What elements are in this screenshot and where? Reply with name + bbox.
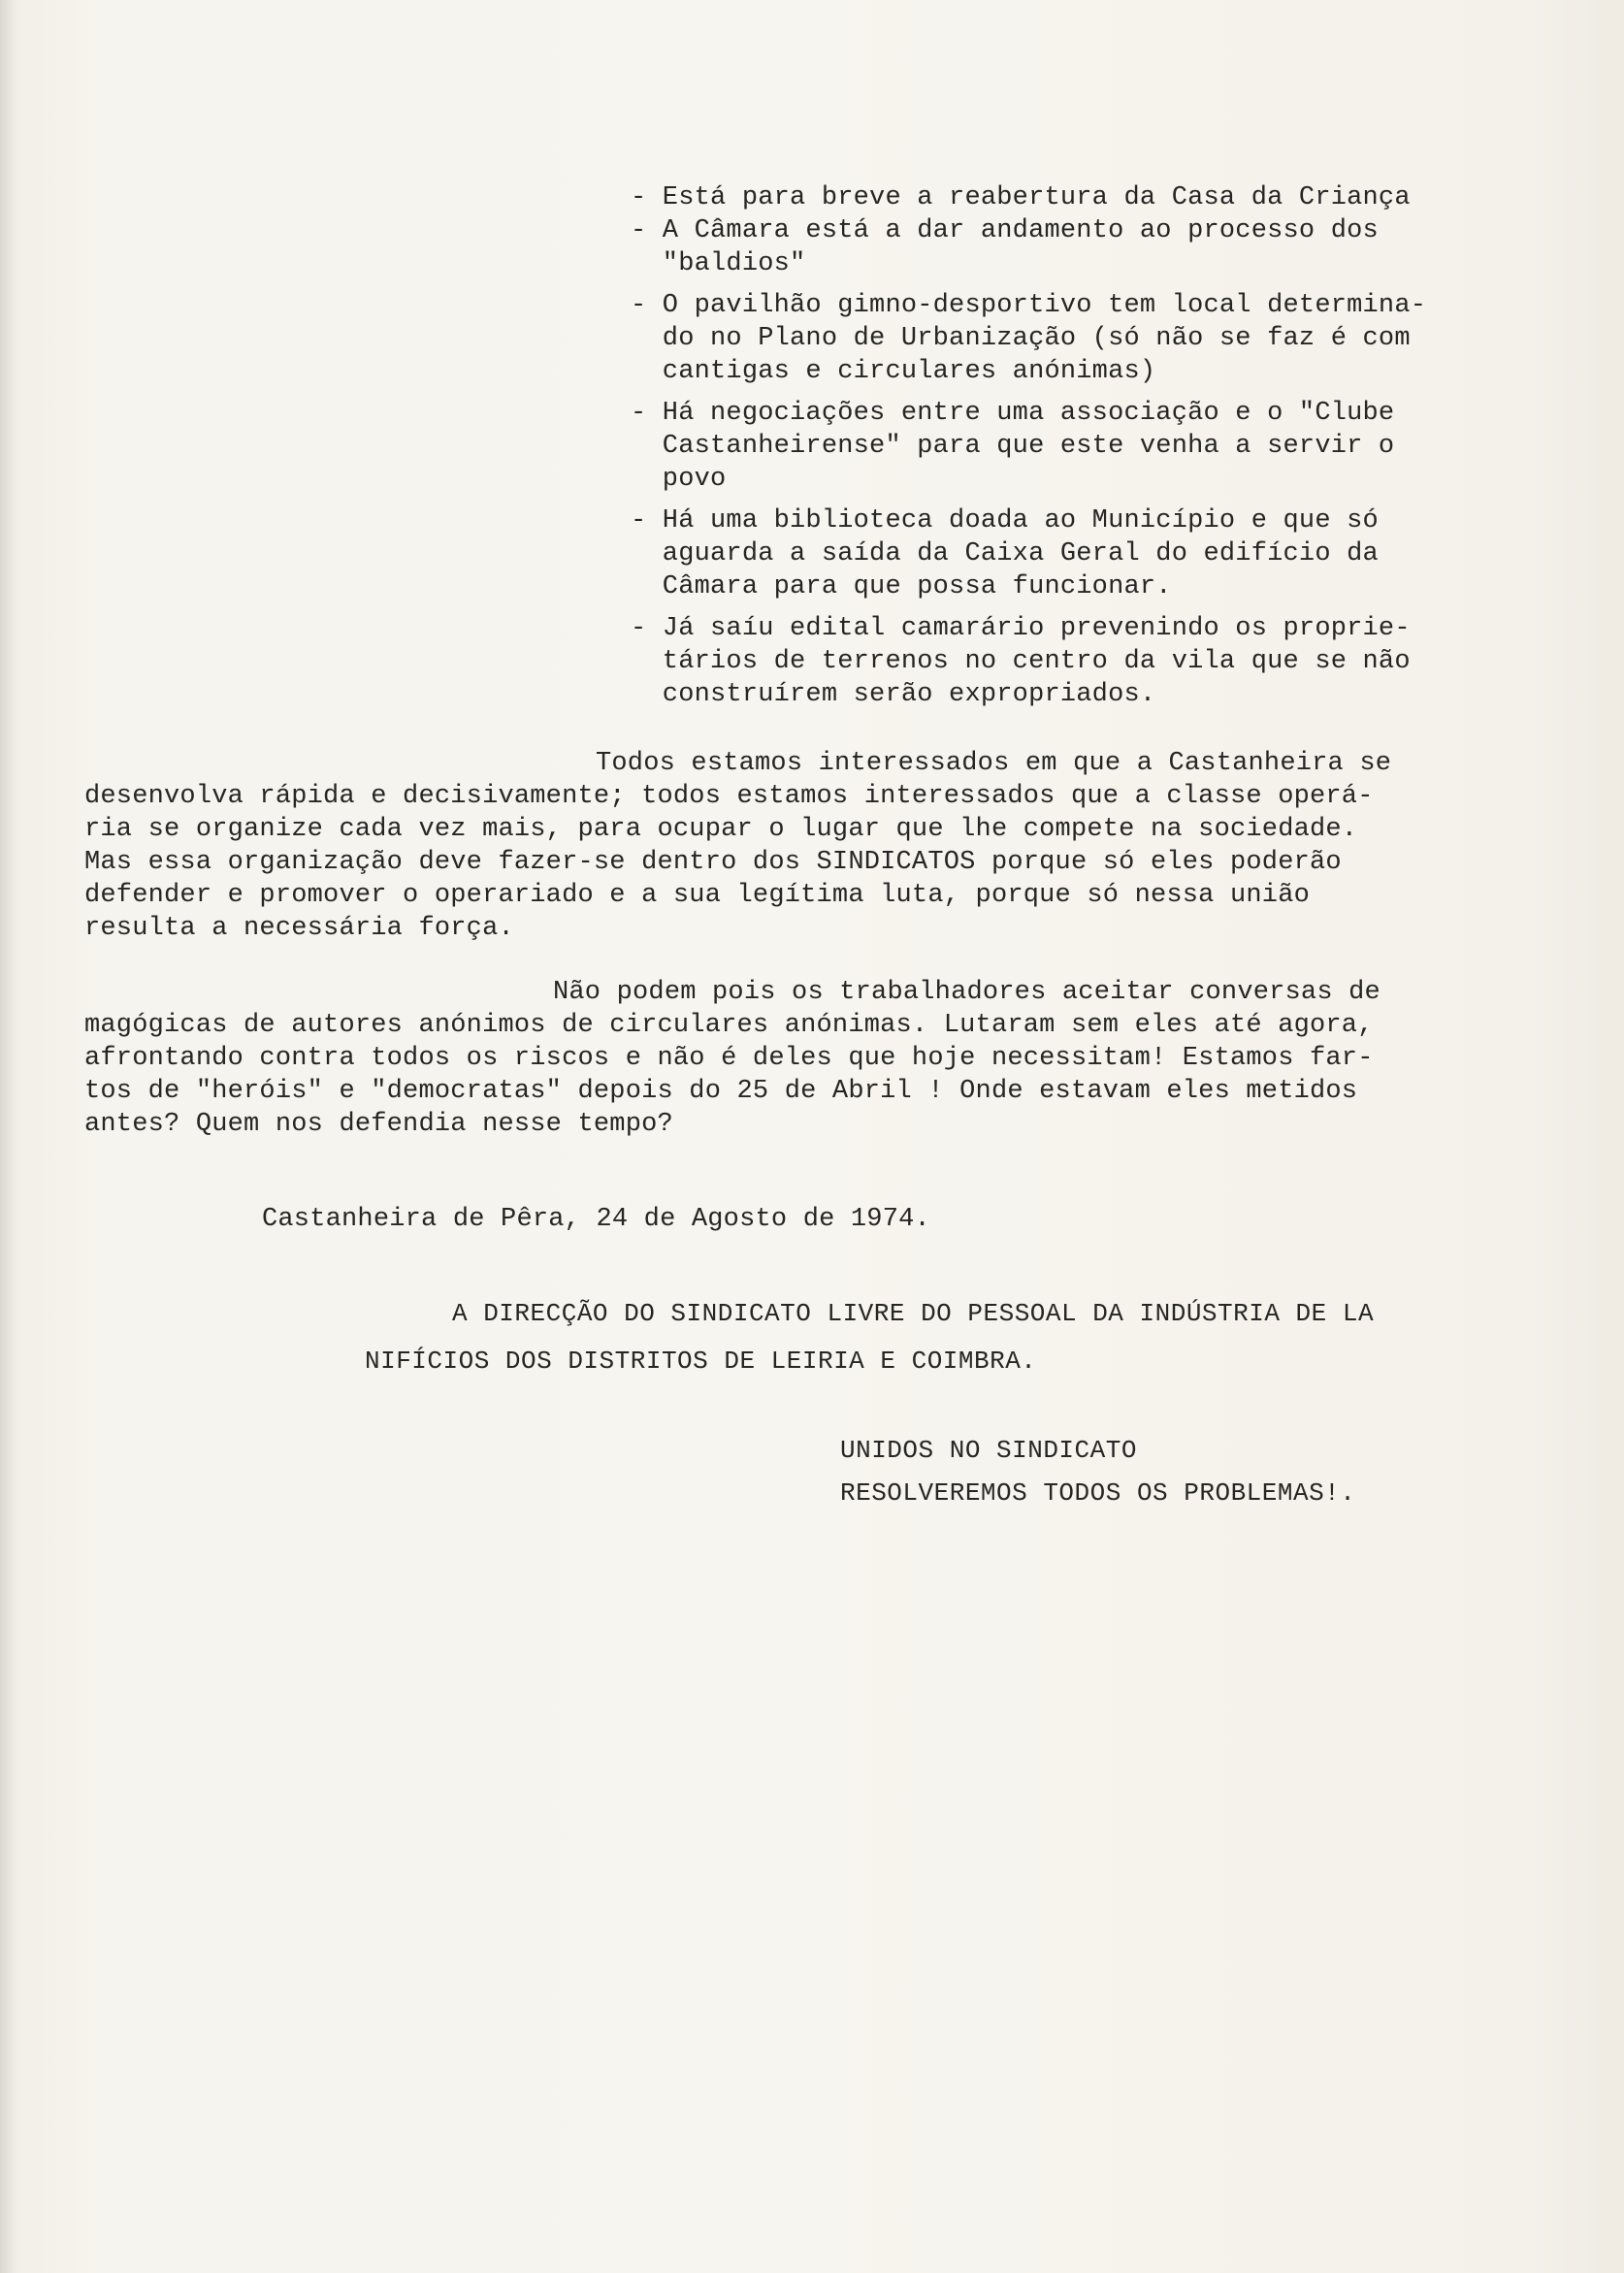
paragraph-line: defender e promover o operariado e a sua legítima luta, porque só nessa união bbox=[84, 881, 1311, 910]
bullet-line: construírem serão expropriados. bbox=[631, 680, 1156, 709]
signature-line: A DIRECÇÃO DO SINDICATO LIVRE DO PESSOAL DA INDÚSTRIA DE LA bbox=[452, 1299, 1375, 1328]
paragraph-line: resulta a necessária força. bbox=[84, 914, 514, 943]
bullet-line: - Já saíu edital camarário prevenindo os proprie- bbox=[631, 614, 1411, 643]
bullet-line: Castanheirense" para que este venha a servir o bbox=[631, 432, 1395, 461]
bullet-line: Câmara para que possa funcionar. bbox=[631, 572, 1172, 601]
paragraph-line: tos de "heróis" e "democratas" depois do 25 de Abril ! Onde estavam eles metidos bbox=[84, 1077, 1358, 1106]
bullet-line: "baldios" bbox=[631, 249, 806, 278]
bullet-line: do no Plano de Urbanização (só não se faz é com bbox=[631, 324, 1411, 353]
paper-edge-shadow bbox=[0, 0, 17, 2273]
bullet-line: tários de terrenos no centro da vila que se não bbox=[631, 647, 1411, 676]
dateline: Castanheira de Pêra, 24 de Agosto de 1974. bbox=[262, 1205, 930, 1234]
paragraph-line: magógicas de autores anónimos de circulares anónimas. Lutaram sem eles até agora, bbox=[84, 1011, 1374, 1040]
bullet-line: aguarda a saída da Caixa Geral do edifício da bbox=[631, 539, 1379, 568]
bullet-line: - Há negociações entre uma associação e o "Clube bbox=[631, 399, 1395, 428]
slogan-line: RESOLVEREMOS TODOS OS PROBLEMAS!. bbox=[840, 1478, 1356, 1508]
bullet-line: cantigas e circulares anónimas) bbox=[631, 357, 1156, 386]
bullet-line: - O pavilhão gimno-desportivo tem local determina- bbox=[631, 291, 1427, 320]
paragraph-line: antes? Quem nos defendia nesse tempo? bbox=[84, 1110, 673, 1139]
bullet-line: - A Câmara está a dar andamento ao processo dos bbox=[631, 216, 1379, 245]
slogan-line: UNIDOS NO SINDICATO bbox=[840, 1436, 1137, 1465]
paragraph-line: desenvolva rápida e decisivamente; todos estamos interessados que a classe operá- bbox=[84, 782, 1374, 811]
paragraph-line: ria se organize cada vez mais, para ocupar o lugar que lhe compete na sociedade. bbox=[84, 815, 1358, 844]
paragraph-line: Não podem pois os trabalhadores aceitar conversas de bbox=[553, 978, 1380, 1007]
paragraph-line: afrontando contra todos os riscos e não é deles que hoje necessitam! Estamos far- bbox=[84, 1044, 1374, 1073]
paragraph-line: Todos estamos interessados em que a Castanheira se bbox=[596, 749, 1392, 778]
paragraph-line: Mas essa organização deve fazer-se dentro dos SINDICATOS porque só eles poderão bbox=[84, 848, 1342, 877]
bullet-line: - Está para breve a reabertura da Casa da Criança bbox=[631, 183, 1411, 212]
signature-line: NIFÍCIOS DOS DISTRITOS DE LEIRIA E COIMBRA. bbox=[365, 1347, 1037, 1376]
bullet-line: povo bbox=[631, 465, 727, 494]
bullet-line: - Há uma biblioteca doada ao Município e que só bbox=[631, 506, 1379, 536]
